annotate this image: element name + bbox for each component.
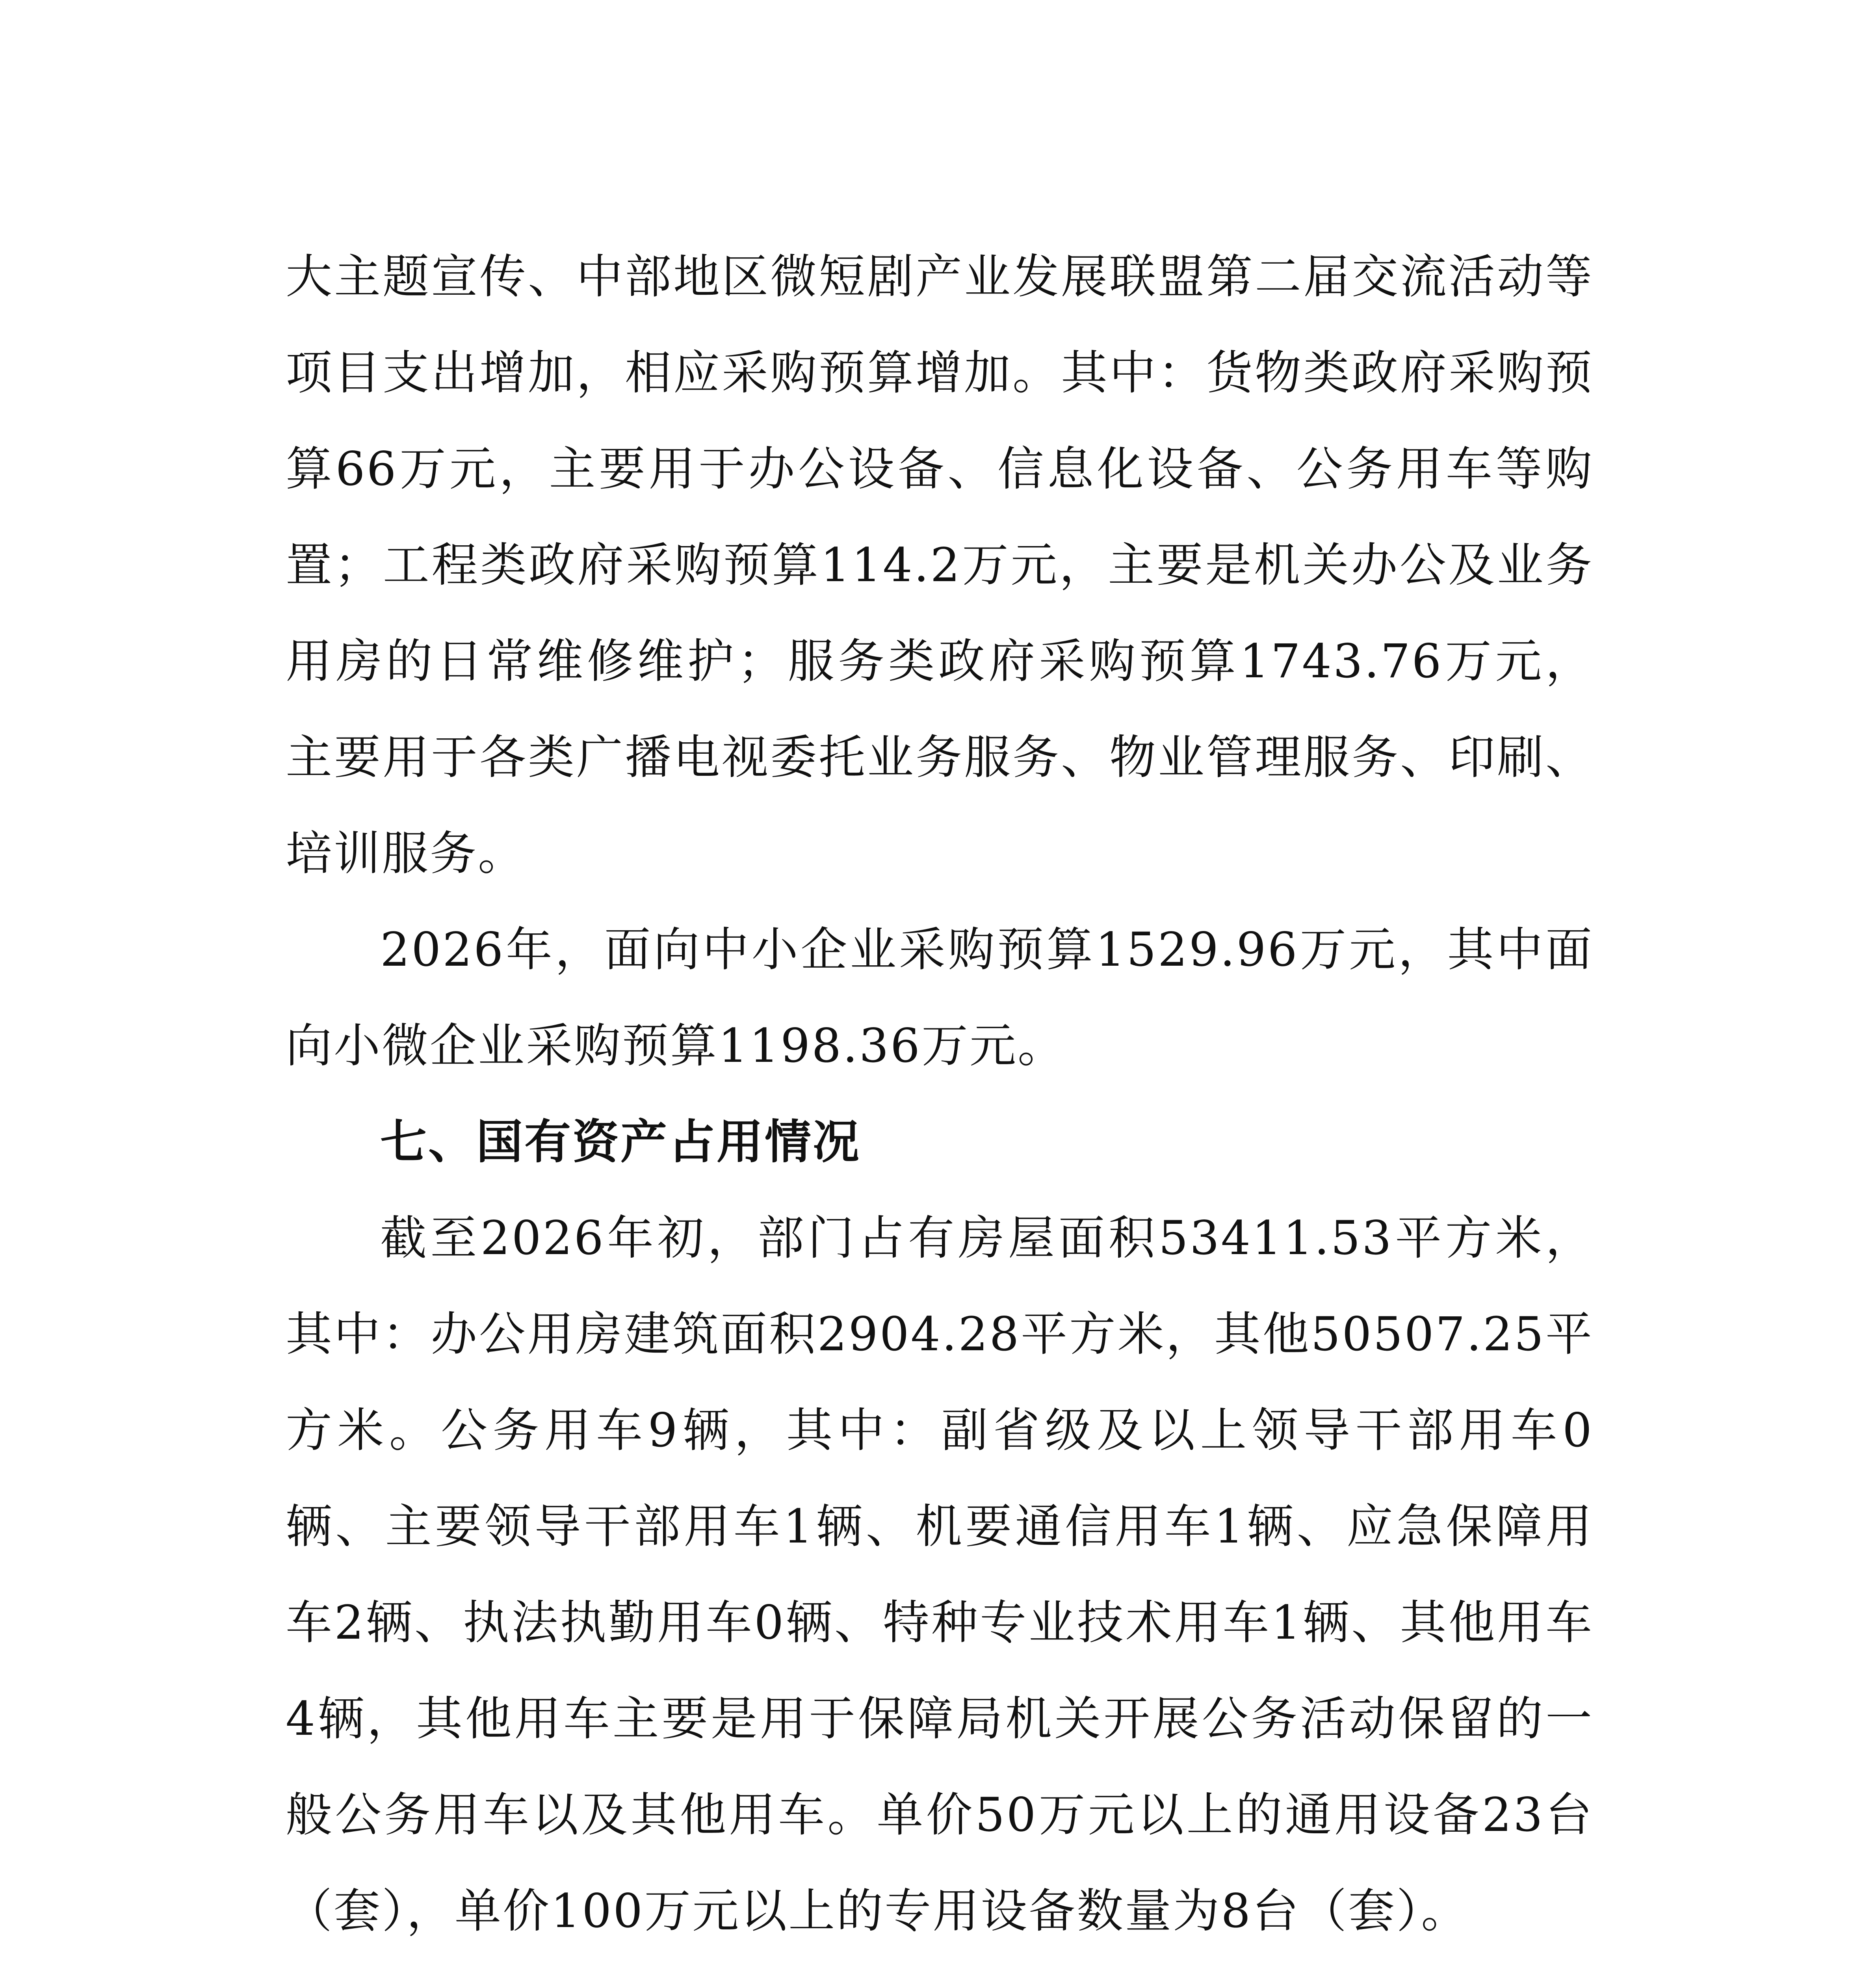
paragraph-sme-procurement: 2026年，面向中小企业采购预算1529.96万元，其中面向小微企业采购预算1198.36万元。: [286, 922, 1594, 1073]
section-heading-state-assets: 七、国有资产占用情况: [380, 1115, 861, 1169]
section-heading-performance: [286, 1959, 1594, 1970]
paragraph-procurement-budget: 大主题宣传、中部地区微短剧产业发展联盟第二届交流活动等项目支出增加，相应采购预算增加。其中：货物类政府采购预算66万元，主要用于办公设备、信息化设备、公务用车等购置；工程类政府采购预算114.2万元，主要是机关办公及业务用房的日常维修维护；服务类政府采购预算1743.76万元，主要用于各类广播电视委托业务服务、物业管理服务、印刷、培训服务。: [286, 249, 1594, 881]
paragraph-state-assets: 截至2026年初，部门占有房屋面积53411.53平方米，其中：办公用房建筑面积2904.28平方米，其他50507.25平方米。公务用车9辆，其中：副省级及以上领导干部用车0辆、主要领导干部用车1辆、机要通信用车1辆、应急保障用车2辆、执法执勤用车0辆、特种专业技术用车1辆、其他用车4辆，其他用车主要是用于保障局机关开展公务活动保留的一般公务用车以及其他用车。单价50万元以上的通用设备23台（套），单价100万元以上的专用设备数量为8台（套）。: [286, 1211, 1594, 1938]
document-body: [286, 229, 1594, 1970]
